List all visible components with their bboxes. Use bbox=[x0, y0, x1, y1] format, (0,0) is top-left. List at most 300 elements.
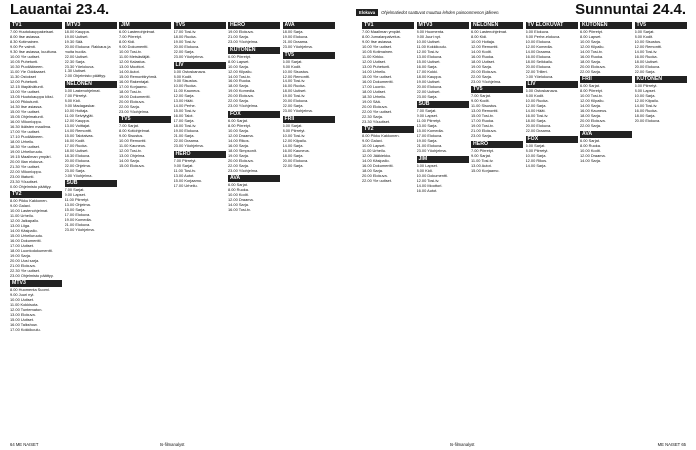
channel-header: TV5 bbox=[174, 22, 226, 29]
program-entry: 17.00 Ruoka. bbox=[471, 118, 495, 124]
program-entry: 6.00 Sarjat. bbox=[228, 118, 248, 123]
program-entry: 6.00 Sarjat. bbox=[634, 29, 655, 34]
program-entry: 12.00 Tosi-tv. bbox=[119, 148, 142, 154]
program-entry: 20.00 Elokuva. bbox=[525, 63, 552, 69]
program-entry: 16.00 Tosi-tv. bbox=[525, 113, 549, 119]
program-entry: 7.00 Piirretyt. bbox=[471, 147, 494, 153]
program-entry: 20.00 Illan elokuva. bbox=[10, 158, 44, 164]
program-entry: 8.00 Huomenta Suomi. bbox=[10, 287, 50, 293]
program-entry: 10.00 Lapset. bbox=[362, 143, 386, 149]
program-entry: 16.00 Ruoka. bbox=[282, 83, 306, 89]
channel-header: HERO bbox=[174, 151, 226, 158]
program-entry: 9.00 Galaxi. bbox=[10, 203, 31, 209]
program-entry: 22.30 Sarja. bbox=[64, 58, 86, 64]
program-entry: 10.00 Sarja. bbox=[634, 93, 656, 99]
program-entry: 22.00 Sarja. bbox=[634, 68, 656, 74]
program-entry: 8.00 Kidi. bbox=[416, 167, 433, 173]
program-entry: 19.00 Uutiset. bbox=[64, 33, 89, 39]
channel-header: JIM bbox=[417, 156, 469, 163]
program-entry: 16.00 Ruoka. bbox=[471, 53, 495, 59]
program-entry: 10.00 Sarja. bbox=[525, 152, 547, 158]
channel-header: AVA bbox=[283, 22, 335, 29]
program-entry: 10.00 Tosi-tv. bbox=[119, 48, 142, 54]
program-entry: 6.00 Sarjat. bbox=[282, 122, 303, 128]
program-entry: 6.00 Lapset. bbox=[416, 162, 438, 168]
program-entry: 11.00 Kauneus. bbox=[119, 143, 146, 149]
program-entry: 20.00 Elokuva. bbox=[471, 68, 497, 74]
program-entry: 12.00 Kilpailu. bbox=[282, 137, 307, 143]
page-gutter bbox=[344, 20, 352, 440]
program-entry: 8.00 Kidi. bbox=[64, 98, 81, 104]
program-entry: 20.00 Elokuva. bbox=[580, 63, 606, 69]
program-entry: 16.00 Talot. bbox=[173, 113, 194, 119]
program-entry: 12.00 Kilpailu. bbox=[634, 98, 659, 104]
program-entry: 14.00 Sarja. bbox=[525, 162, 547, 168]
program-entry: 8.00 Ruoka. bbox=[580, 142, 601, 148]
program-entry: 16.00 Ruoka. bbox=[228, 78, 252, 84]
program-entry: 16.00 Talkshow. bbox=[10, 322, 38, 328]
channel-header: AVA bbox=[580, 131, 632, 138]
program-entry: 9.00 Juuri nyt. bbox=[416, 33, 441, 39]
program-entry: 9.00 Lapset. bbox=[416, 113, 438, 119]
program-entry: 11.00 Yle Oddiaaset. bbox=[10, 68, 46, 74]
program-entry: 15.00 Uutiset. bbox=[416, 58, 441, 64]
listing-column bbox=[65, 20, 117, 440]
program-entry: 23.00 Yöohjelma. bbox=[471, 78, 502, 84]
program-entry: 11.30 Ostokset bbox=[10, 73, 36, 79]
program-entry: 18.00 Luontodokumentti. bbox=[10, 247, 53, 253]
program-entry: 17.00 Luonto. bbox=[362, 83, 386, 89]
channel-header: TV1 bbox=[362, 22, 414, 29]
program-entry: 19.00 Sää. bbox=[362, 98, 381, 104]
program-entry: 19.00 Sarja. bbox=[471, 63, 492, 69]
program-entry: 16.30 Ikäisten maailma. bbox=[10, 123, 52, 129]
program-entry: 10.00 Sisustus. bbox=[634, 38, 662, 44]
program-entry: 16.00 Sarja. bbox=[416, 63, 438, 69]
program-entry: 10.00 Kodit. bbox=[580, 147, 601, 153]
program-entry: 23.00 Iltatunti. bbox=[10, 173, 35, 179]
program-entry: 15.00 Korjaamo. bbox=[471, 167, 500, 173]
channel-header: AVA bbox=[228, 175, 280, 182]
program-entry: 13.05 Huutokauppa kiksi. bbox=[10, 93, 54, 99]
program-entry: 14.00 Urheilu. bbox=[362, 68, 387, 74]
program-entry: 14.30 Itse asiassa. bbox=[10, 103, 43, 109]
program-entry: 11.00 Tosi-tv. bbox=[173, 167, 196, 173]
page-header bbox=[0, 0, 696, 20]
program-entry: 20.00 Elokuva. bbox=[119, 98, 145, 104]
program-entry: 18.00 Sarja. bbox=[362, 168, 383, 174]
program-entry: 10.00 Uutiset. bbox=[10, 297, 35, 303]
program-entry: 13.00 Elokuva. bbox=[10, 312, 36, 318]
program-entry: 19.00 Komedia. bbox=[228, 88, 256, 94]
listing-column bbox=[228, 20, 280, 440]
listing-column bbox=[526, 20, 578, 440]
program-entry: 8.00 Kodit. bbox=[634, 33, 654, 39]
channel-header: TV ELOKUVAT bbox=[526, 22, 578, 29]
listing-column bbox=[10, 20, 62, 440]
program-entry: 21.00 Draama. bbox=[282, 38, 309, 44]
program-entry: 10.00 Uutiset. bbox=[416, 38, 441, 44]
program-entry: 8.00 Kodit. bbox=[173, 73, 193, 79]
program-entry: 9.30 Itse asiassa, kuultuna. bbox=[10, 48, 58, 54]
program-entry: 19.00 Sarja. bbox=[416, 138, 438, 144]
program-entry: 20.00 Elokuva: Rakkaus ja muita huolia. bbox=[64, 43, 111, 54]
program-entry: 6.00 Sarjat. bbox=[580, 137, 600, 143]
program-entry: 13.00 Remontti. bbox=[471, 108, 499, 114]
program-entry: 18.00 Seikkailu. bbox=[525, 58, 553, 64]
program-entry: 6.00 Piirretyt. bbox=[580, 29, 603, 34]
program-entry: 10.00 Hoitaja. bbox=[471, 38, 496, 44]
channel-header: MTV3 bbox=[417, 22, 469, 29]
program-entry: 19.00 Tosi-tv. bbox=[282, 93, 306, 99]
program-entry: 10.00 Kodit. bbox=[228, 192, 249, 198]
program-entry: 19.00 Elokuva. bbox=[228, 29, 254, 34]
program-entry: 10.00 Hoitaja. bbox=[64, 108, 89, 113]
program-entry: 14.00 Käsipallo. bbox=[362, 158, 390, 164]
program-entry: 10.00 Sisustus. bbox=[282, 68, 310, 74]
program-entry: 8.00 Kidi. bbox=[119, 38, 136, 44]
program-entry: 8.00 Piirretyt. bbox=[580, 88, 603, 94]
program-entry: 7.00 Sarjat. bbox=[119, 123, 139, 129]
program-entry: 20.00 Elokuva. bbox=[580, 118, 606, 124]
program-entry: 11.00 Urheilu. bbox=[10, 213, 34, 219]
program-entry: 23.00 Yöohjelma. bbox=[173, 53, 204, 59]
program-entry: 0.00 Yöelokuva. bbox=[525, 73, 554, 79]
program-entry: 21.00 Elokuva. bbox=[471, 128, 497, 134]
program-entry: 6.00 Sarjat. bbox=[282, 58, 303, 64]
program-entry: 22.00 Draama. bbox=[173, 138, 200, 144]
program-entry: 17.00 Elokuva. bbox=[416, 133, 443, 139]
program-entry: 23.00 Sarja. bbox=[471, 133, 492, 139]
program-entry: 8.00 Kotiohjelmat. bbox=[119, 128, 151, 134]
program-entry: 18.00 Urheilu. bbox=[10, 138, 35, 144]
program-entry: 21.00 Elokuva. bbox=[64, 222, 91, 228]
program-entry: 2.00 Ohjelmisto päättyy. bbox=[64, 73, 106, 79]
program-entry: 18.00 Ruoka. bbox=[173, 33, 197, 39]
program-entry: 11.00 Sisustus. bbox=[471, 103, 498, 109]
program-entry: 19.00 Sarja. bbox=[10, 252, 31, 258]
program-entry: 23.30 Yöelokuva. bbox=[64, 63, 95, 69]
program-entry: 20.00 Elokuva. bbox=[228, 157, 254, 163]
program-entry: 23.00 Yöohjelma. bbox=[416, 148, 447, 154]
program-entry: 22.00 Sarja. bbox=[580, 68, 601, 74]
program-entry: 23.00 Yöohjelma. bbox=[173, 143, 204, 149]
program-entry: 19.00 Sarja. bbox=[228, 152, 249, 158]
program-entry: 22.00 Sarja. bbox=[282, 103, 304, 109]
program-entry: 15.00 Komedia. bbox=[416, 128, 444, 134]
program-entry: 18.00 Kauppa. bbox=[416, 73, 442, 79]
program-entry: 6.00 Sarjat. bbox=[580, 83, 600, 89]
program-entry: 8.00 Pikku Kakkonen. bbox=[10, 198, 48, 204]
program-entry: 15.00 Yle uutiset. bbox=[362, 73, 392, 79]
program-entry: 16.00 Ruoka. bbox=[580, 53, 604, 59]
program-entry: 22.00 Draama. bbox=[525, 128, 552, 134]
program-entry: 14.00 Tosi-tv. bbox=[580, 48, 603, 54]
program-entry: 10.00 Ruoka. bbox=[525, 98, 549, 104]
program-entry: 22.00 Sarja. bbox=[282, 162, 304, 168]
program-entry: 16.00 Rakentajat. bbox=[119, 78, 150, 84]
channel-header: NELONEN bbox=[65, 81, 117, 88]
program-entry: 13.00 Elokuva. bbox=[416, 53, 443, 59]
program-entry: 12.00 Remontti. bbox=[471, 43, 499, 49]
program-entry: 19.00 Urheiluruutu. bbox=[10, 148, 44, 154]
program-entry: 10.30 Puoliääneen. bbox=[10, 63, 44, 69]
program-entry: 16.00 Kauneus. bbox=[580, 108, 608, 114]
program-entry: 23.00 Yöohjelma. bbox=[282, 108, 313, 114]
program-entry: 19.00 Dokumentti. bbox=[119, 93, 151, 99]
program-entry: 23.00 Yöohjelma. bbox=[228, 103, 259, 109]
program-entry: 16.00 Autot. bbox=[416, 187, 438, 193]
channel-header: TV1 bbox=[10, 22, 62, 29]
program-entry: 20.00 Elokuva. bbox=[362, 173, 388, 179]
program-entry: 16.00 Ruoka. bbox=[634, 53, 658, 59]
listing-column bbox=[362, 20, 414, 440]
listing-column bbox=[283, 20, 335, 440]
program-entry: 12.00 Draama. bbox=[580, 152, 606, 158]
program-entry: 6.00 Lastenohjelmat. bbox=[471, 29, 508, 34]
program-entry: 18.00 Tosi-tv. bbox=[119, 88, 142, 94]
program-entry: 20.00 Elokuva. bbox=[173, 43, 200, 49]
channel-header: JIM bbox=[119, 22, 171, 29]
program-entry: 13.00 Puhetunti. bbox=[362, 63, 391, 69]
program-entry: 10.00 Elokuva. bbox=[525, 38, 552, 44]
program-entry: 8.00 Piirretyt. bbox=[525, 147, 549, 153]
program-entry: 7.00 Sarjat. bbox=[471, 93, 491, 99]
program-entry: 18.00 Uutiset. bbox=[362, 88, 387, 94]
program-entry: 18.00 Uutiset. bbox=[471, 58, 496, 64]
program-entry: 12.00 Draama. bbox=[228, 132, 254, 138]
program-entry: 9.00 Sarjat. bbox=[173, 162, 194, 168]
channel-header: TV2 bbox=[10, 191, 62, 198]
program-entry: 15.00 Tosi-tv. bbox=[471, 113, 494, 119]
program-entry: 10.00 Ruoka. bbox=[173, 83, 197, 89]
program-entry: 6.00 Ostoskanava. bbox=[525, 88, 558, 94]
program-entry: 14.00 Sarja. bbox=[119, 158, 140, 164]
program-entry: 13.00 Moottori. bbox=[119, 63, 145, 69]
program-entry: 15.00 Elokuva. bbox=[119, 163, 145, 169]
listing-column bbox=[580, 20, 632, 440]
left-page-listings bbox=[10, 20, 334, 440]
left-site-credit: ts-filmanalyst bbox=[160, 442, 185, 447]
program-entry: 16.00 Dokumentti. bbox=[362, 163, 394, 169]
listing-column bbox=[119, 20, 171, 440]
program-entry: 23.00 Yöohjelma. bbox=[228, 167, 259, 173]
program-entry: 14.00 Tosi-tv. bbox=[282, 78, 306, 84]
program-entry: 13.00 Yle uutiset. bbox=[10, 88, 40, 94]
program-entry: 9.00 Kodit. bbox=[471, 98, 490, 104]
program-entry: 6.00 Lastenohjelmat. bbox=[119, 29, 156, 34]
program-entry: 15.00 Sarja. bbox=[64, 207, 86, 213]
program-entry: 19.00 Tosi-tv. bbox=[173, 38, 197, 44]
program-entry: 11.00 Tosi-tv. bbox=[471, 157, 494, 163]
program-entry: 17.00 Kokkikoulu. bbox=[10, 327, 41, 333]
program-entry: 15.00 Urheiluruutu. bbox=[10, 233, 44, 238]
program-entry: 22.00 Sarja. bbox=[173, 48, 195, 54]
program-entry: 16.00 Dokumentti. bbox=[362, 78, 394, 84]
program-entry: 8.00 Kodit. bbox=[525, 93, 545, 99]
program-entry: 14.00 Autot. bbox=[119, 68, 140, 74]
program-entry: 16.00 Viikonloppu. bbox=[10, 118, 42, 124]
program-entry: 21.00 Elokuva. bbox=[10, 262, 36, 268]
program-entry: 7.00 Maailman ympäri. bbox=[362, 29, 402, 34]
program-entry: 13.00 Sarja. bbox=[416, 123, 438, 129]
program-entry: 12.00 Rikos. bbox=[525, 157, 548, 163]
program-entry: 18.00 Sarja. bbox=[634, 113, 656, 119]
program-entry: 14.00 Sarja. bbox=[282, 142, 304, 148]
program-entry: 6.00 Elokuva. bbox=[525, 29, 550, 34]
program-entry: 12.00 Kilpailu. bbox=[580, 98, 605, 104]
channel-header: TV5 bbox=[119, 116, 171, 123]
left-page-number: 64 ME NAISET bbox=[10, 442, 39, 447]
program-entry: 16.00 Ruoka. bbox=[634, 108, 658, 114]
program-entry: 20.00 Elokuva. bbox=[362, 103, 388, 109]
listing-column bbox=[635, 20, 687, 440]
program-entry: 22.00 Sarja. bbox=[580, 123, 601, 129]
program-entry: 20.00 Elokuva. bbox=[634, 118, 661, 124]
program-entry: 23.00 Yöohjelma. bbox=[282, 43, 313, 49]
channel-header: FOX bbox=[526, 136, 578, 143]
channel-header: NELONEN bbox=[471, 22, 523, 29]
program-entry: 8.00 Huomenta. bbox=[416, 29, 445, 34]
program-entry: 21.30 Yle uutiset. bbox=[10, 163, 40, 169]
program-entry: 19.00 Tosi-tv. bbox=[471, 123, 494, 129]
program-entry: 6.00 Sarjat. bbox=[228, 182, 248, 188]
program-entry: 17.00 Yle uutiset. bbox=[10, 128, 40, 134]
program-entry: 7.00 Sarjat. bbox=[64, 187, 85, 193]
program-entry: 10.00 Remontti. bbox=[119, 138, 147, 144]
disclaimer-text: Ohjelmatiedot saattuvat muuttua lehden painoonmenon jälkeen. bbox=[381, 10, 500, 15]
program-entry: 10.00 Tosi-tv. bbox=[580, 93, 603, 99]
program-entry: 10.00 Lastenohjelmat. bbox=[10, 208, 49, 214]
program-entry: 16.00 Elokuva. bbox=[525, 53, 552, 59]
program-entry: 18.00 Sarja. bbox=[282, 29, 304, 34]
program-entry: 16.00 Tosi-tv. bbox=[228, 207, 251, 213]
program-entry: 15.00 Uutiset. bbox=[10, 317, 35, 323]
program-entry: 10.00 Sarja. bbox=[228, 63, 249, 69]
channel-header: TV2 bbox=[362, 126, 414, 133]
program-entry: 14.00 Häät. bbox=[525, 108, 546, 114]
program-entry: 12.00 Tuntematon. bbox=[10, 307, 43, 313]
program-entry: 16.00 Kauneus. bbox=[282, 147, 310, 153]
program-entry: 18.00 Sarja. bbox=[525, 118, 547, 124]
program-entry: 23.00 Yöohjelma. bbox=[64, 227, 95, 233]
program-entry: 19.00 Uutiset. bbox=[416, 78, 441, 84]
program-entry: 20.00 Elokuva. bbox=[64, 157, 91, 163]
program-entry: 20.00 Elokuva. bbox=[634, 63, 661, 69]
program-entry: 18.00 Sarja. bbox=[282, 152, 304, 158]
program-entry: 8.00 Lapset. bbox=[580, 33, 602, 39]
program-entry: 11.00 Urheilu. bbox=[362, 148, 386, 154]
program-entry: 12.00 Tosi-tv. bbox=[416, 177, 440, 183]
program-entry: 13.00 Häät. bbox=[173, 98, 194, 104]
program-entry: 20.00 Uusi sarja. bbox=[10, 257, 40, 263]
program-entry: 16.00 Dokumentti. bbox=[10, 237, 42, 243]
program-entry: 9.00 Dokumentti. bbox=[119, 43, 149, 49]
program-entry: 6.00 Piirretyt. bbox=[634, 83, 658, 89]
program-entry: 8.00 Kidi. bbox=[471, 33, 488, 39]
program-entry: 13.00 Autot. bbox=[471, 162, 492, 168]
channel-header: TV5 bbox=[471, 86, 523, 93]
program-entry: 10.00 Sarja. bbox=[228, 127, 249, 133]
program-entry: 23.00 Yöohjelma. bbox=[119, 108, 150, 114]
program-entry: 14.00 Tosi-tv. bbox=[634, 103, 658, 109]
program-entry: 17.00 Tosi-tv. bbox=[173, 29, 197, 34]
program-entry: 11.00 Kirkko. bbox=[362, 53, 385, 59]
program-entry: 21.00 Elokuva. bbox=[416, 143, 443, 149]
channel-header: KUTONEN bbox=[580, 22, 632, 29]
program-entry: 23.00 Sarja. bbox=[64, 167, 86, 173]
program-entry: 13.00 Voittajat. bbox=[64, 122, 91, 128]
program-entry: 10.00 Dokumentti. bbox=[416, 172, 449, 178]
listing-column bbox=[471, 20, 523, 440]
channel-header: TV5 bbox=[283, 52, 335, 59]
program-entry: 22.00 Ohjelma. bbox=[64, 162, 91, 168]
program-entry: 12.00 Remontti. bbox=[282, 73, 310, 79]
program-entry: 12.00 Uutiset. bbox=[362, 58, 387, 64]
program-entry: 22.00 Viikonloppu. bbox=[10, 168, 42, 174]
program-entry: 22.00 Sarja. bbox=[228, 162, 249, 168]
program-entry: 18.00 Simpsonit. bbox=[228, 147, 257, 153]
program-entry: 19.30 Sää. bbox=[64, 38, 84, 44]
program-entry: 20.00 Elokuva. bbox=[282, 98, 309, 104]
program-entry: 11.00 Kokkisota. bbox=[10, 302, 39, 308]
program-entry: 13.00 Ohjelma. bbox=[64, 202, 91, 208]
program-entry: 20.00 Elokuva. bbox=[282, 157, 309, 163]
program-entry: 22.30 Sarja. bbox=[362, 113, 383, 119]
program-entry: 14.00 Pikkutunti. bbox=[10, 98, 39, 104]
program-entry: 20.00 Elokuva. bbox=[228, 93, 254, 99]
program-entry: 8.00 Kodit. bbox=[282, 63, 302, 69]
program-entry: 12.15 Iltapäivätunti. bbox=[10, 83, 44, 89]
program-entry: 12.00 Kalastus. bbox=[119, 58, 146, 64]
program-entry: 8.00 Perhe-elokuva. bbox=[525, 33, 561, 39]
program-entry: 8.00 Lapset. bbox=[634, 88, 656, 94]
program-entry: 21.00 Sarja. bbox=[173, 133, 195, 139]
program-entry: 20.00 Elokuva. bbox=[416, 83, 443, 89]
program-entry: 7.00 Piirretyt. bbox=[64, 93, 88, 99]
program-entry: 14.00 Sarja. bbox=[228, 202, 249, 208]
channel-header: LIV bbox=[526, 81, 578, 88]
program-entry: 11.00 Metsästäjät. bbox=[119, 53, 151, 59]
program-entry: 11.00 Kauneus. bbox=[173, 88, 201, 94]
program-entry: 10.05 Kotimainen. bbox=[362, 48, 394, 54]
program-entry: 11.00 Piirretyt. bbox=[416, 118, 442, 124]
program-entry: 18.00 Uutiset. bbox=[634, 58, 659, 64]
program-entry: 12.00 Kauppa. bbox=[64, 117, 90, 123]
program-entry: 14.00 Perhe. bbox=[173, 103, 196, 109]
program-entry: 6.00 Sarjat. bbox=[525, 142, 546, 148]
program-entry: 12.00 Kilpailu. bbox=[228, 68, 253, 74]
program-entry: 8.00 Pikku Kakkonen. bbox=[362, 133, 400, 139]
channel-header: FRII bbox=[580, 76, 632, 83]
program-entry: 18.30 Elokuva. bbox=[64, 152, 91, 158]
program-entry: 16.00 Sarja. bbox=[228, 142, 249, 148]
program-entry: 23.30 Yöuutiset. bbox=[10, 178, 39, 184]
program-entry: 12.00 Draama. bbox=[228, 197, 254, 203]
program-entry: 18.00 Sarja. bbox=[228, 83, 249, 89]
program-entry: 13.00 Autot. bbox=[173, 172, 195, 178]
channel-header: MTV3 bbox=[65, 22, 117, 29]
program-entry: 10.00 Yle uutiset. bbox=[10, 53, 40, 59]
program-entry: 13.00 Liiga. bbox=[10, 223, 31, 229]
program-entry: 12.00 Jääkiekko. bbox=[362, 153, 392, 159]
program-entry: 8.00 Ruoka. bbox=[228, 187, 249, 193]
program-entry: 12.00 Kilpailu. bbox=[580, 43, 605, 49]
program-entry: 8.30 Kotimainen. bbox=[10, 38, 40, 44]
program-entry: 15.00 Yle uutiset. bbox=[10, 108, 40, 114]
program-entry: 18.30 Yle uutiset. bbox=[10, 143, 40, 149]
channel-header: HERO bbox=[228, 22, 280, 29]
